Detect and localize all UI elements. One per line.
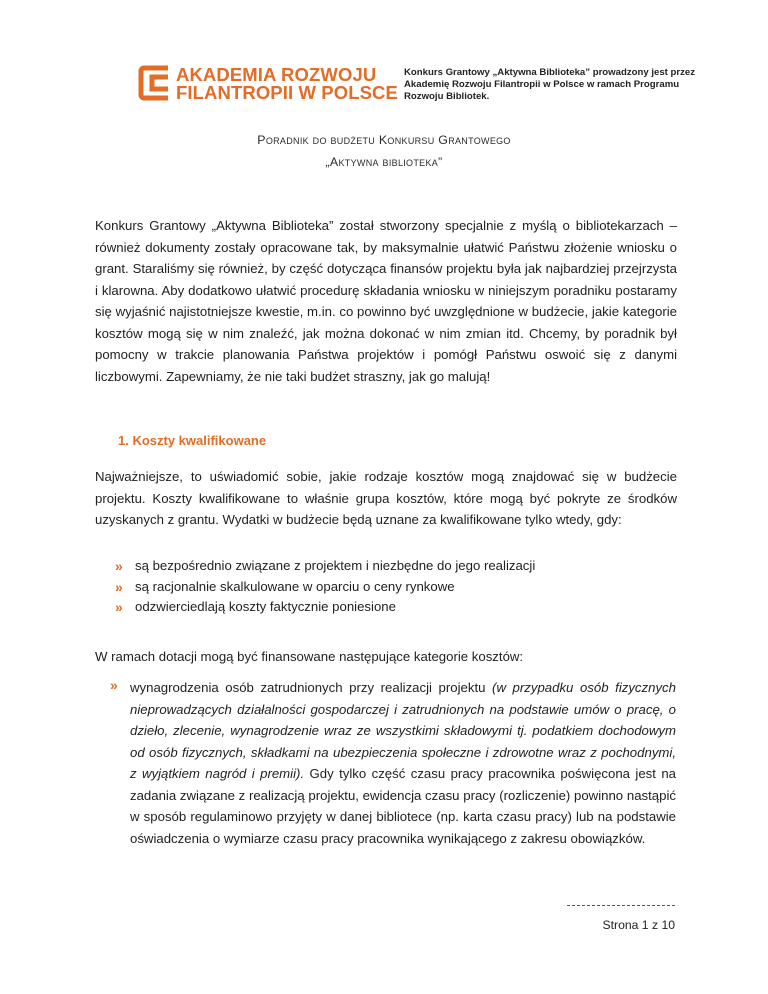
cost-category-text — [130, 677, 676, 849]
category-text-italic: (w przypadku osób fizycznych nieprowadzących działalności gospodarczej i zatrudnionych na podstawie umów o pracę, o dzieło, zlecenie, wynagrodzenie wraz ze wszystkimi składowymi tj. podatkiem dochodowym od osób fizycznych, składkami na ubezpieczenia społeczne i zdrowotne wraz z pochodnymi, z wyjątkiem nagród i premii). — [130, 680, 676, 781]
title-line1: Poradnik do budżetu Konkursu Grantowego — [257, 133, 511, 147]
cost-category-item — [110, 677, 676, 849]
list-item-text: są bezpośrednio związane z projektem i niezbędne do jego realizacji — [135, 558, 536, 573]
section-paragraph: Najważniejsze, to uświadomić sobie, jakie rodzaje kosztów mogą znajdować się w budżecie projektu. Koszty kwalifikowane to właśnie grupa kosztów, które mogą być pokryte ze środków uzyskanych z grantu. Wydatki w budżecie będą uznane za kwalifikowane tylko wtedy, gdy: — [95, 469, 677, 527]
chevron-bullet-icon: » — [115, 578, 123, 595]
logo-text-line1: AKADEMIA ROZWOJU — [176, 64, 377, 85]
list-item-text: odzwierciedlają koszty faktycznie poniesione — [135, 599, 396, 614]
list-item — [115, 577, 675, 598]
document-title — [0, 133, 768, 147]
list-item — [115, 556, 675, 577]
footer-separator — [567, 905, 675, 908]
akademia-logo-icon — [138, 64, 172, 102]
categories-intro: W ramach dotacji mogą być finansowane następujące kategorie kosztów: — [95, 649, 524, 664]
title-line2: „Aktywna biblioteka” — [325, 155, 443, 169]
intro-paragraph: Konkurs Grantowy „Aktywna Biblioteka” został stworzony specjalnie z myślą o bibliotekarzach – również dokumenty zostały opracowane tak, by maksymalnie ułatwić Państwu złożenie wniosku o grant. Staraliśmy się również, by część dotycząca finansów projektu była jak najbardziej przejrzysta i klarowna. Aby dodatkowo ułatwić procedurę składania wniosku w niniejszym poradniku postaramy się wyjaśnić najistotniejsze kwestie, m.in. co powinno być uwzględnione w budżecie, jakie kategorie kosztów mogą się w nim znaleźć, jak można dokonać w nim zmian itd. Chcemy, by poradnik był pomocny w trakcie planowania Państwa projektów i pomógł Państwu oswoić się z danymi liczbowymi. Zapewniamy, że nie taki budżet straszny, jak go malują! — [95, 218, 677, 384]
page-number: Strona 1 z 10 — [602, 918, 675, 932]
document-subtitle — [0, 155, 768, 169]
category-text-start: wynagrodzenia osób zatrudnionych przy realizacji projektu — [130, 680, 486, 695]
chevron-bullet-icon: » — [115, 599, 123, 615]
logo-text-line2: FILANTROPII W POLSCE — [176, 82, 398, 103]
qualification-list — [115, 556, 675, 618]
chevron-bullet-icon: » — [115, 558, 123, 574]
list-item-text: są racjonalnie skalkulowane w oparciu o ceny rynkowe — [135, 578, 455, 594]
chevron-bullet-icon: » — [110, 677, 118, 693]
list-item — [115, 597, 675, 618]
organization-logo — [138, 64, 398, 104]
category-text-end: Gdy tylko część czasu pracy pracownika poświęcona jest na zadania związane z realizacją projektu, ewidencja czasu pracy (rozliczenie) powinno nastąpić w sposób regulaminowo przyjęty w danej bibliotece (np. karta czasu pracy) lub na podstawie oświadczenia o wymiarze czasu pracy pracownika wynikającego z zakresu obowiązków. — [130, 766, 677, 846]
header-note: Konkurs Grantowy „Aktywna Biblioteka” prowadzony jest przez Akademię Rozwoju Filantropii w Polsce w ramach Programu Rozwoju Bibliotek. — [404, 67, 696, 102]
section-heading-koszty-kwalifikowane: 1. Koszty kwalifikowane — [118, 433, 267, 448]
